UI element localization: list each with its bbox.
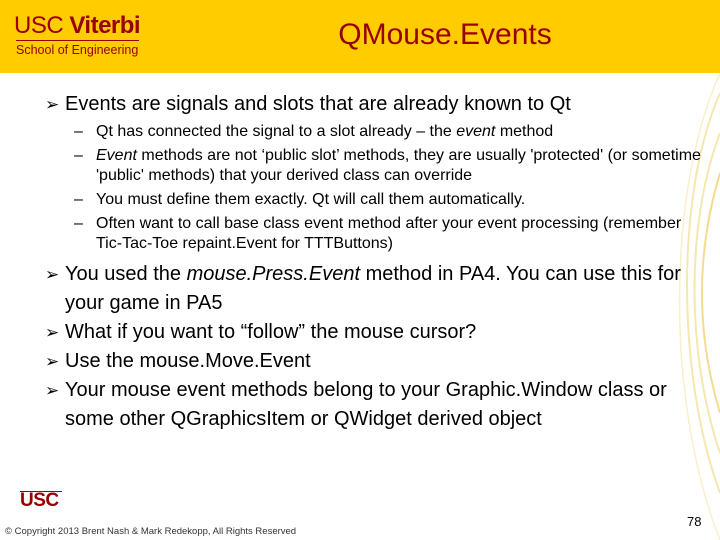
bullet-text: method in PA4. You can use this for your game in PA5: [65, 263, 681, 314]
dash-bullet-icon: –: [74, 123, 83, 140]
dash-bullet-icon: –: [74, 191, 83, 208]
slide-title: QMouse.Events: [338, 18, 552, 51]
usc-viterbi-logo: [14, 12, 144, 62]
bullet-item: [45, 318, 705, 347]
logo-usc-text: USC: [14, 12, 64, 39]
sub-bullet-item: [45, 122, 705, 142]
bullet-item: [45, 260, 705, 318]
bullet-item: [45, 376, 705, 434]
page-number: 78: [687, 514, 702, 529]
sub-bullet-item: [45, 190, 705, 210]
sub-bullet-list: [45, 122, 705, 254]
bullet-text: Your mouse event methods belong to your Graphic.Window class or some other QGraphicsItem or QWidget derived object: [65, 379, 667, 430]
dash-bullet-icon: –: [74, 215, 83, 232]
sub-bullet-text: You must define them exactly. Qt will call them automatically.: [96, 191, 526, 208]
sub-bullet-text: methods are not ‘public slot’ methods, they are usually 'protected' (or sometime 'public' methods) that your derived class can override: [96, 147, 701, 184]
logo-divider: [16, 40, 139, 41]
copyright-text: © Copyright 2013 Brent Nash & Mark Redekopp, All Rights Reserved: [5, 526, 297, 537]
logo-school-text: School of Engineering: [16, 43, 139, 57]
arrow-bullet-icon: ➢: [45, 352, 60, 371]
sub-bullet-text: Often want to call base class event method after your event processing (remember Tic-Tac-Toe repaint.Event for TTTButtons): [96, 215, 682, 252]
bullet-emphasis: mouse.Press.Event: [186, 263, 361, 285]
sub-bullet-item: [45, 214, 705, 254]
header-bar: [0, 0, 720, 73]
logo-viterbi-text: Viterbi: [69, 12, 141, 39]
arrow-bullet-icon: ➢: [45, 323, 60, 342]
bullet-item: [45, 347, 705, 376]
sub-bullet-text: method: [495, 123, 554, 140]
slide-content: [45, 90, 705, 434]
sub-bullet-emphasis: event: [456, 123, 496, 140]
arrow-bullet-icon: ➢: [45, 95, 60, 114]
bullet-item: [45, 90, 705, 119]
bullet-text: You used the: [65, 263, 187, 285]
bullet-text: Events are signals and slots that are already known to Qt: [65, 93, 571, 115]
arrow-bullet-icon: ➢: [45, 381, 60, 400]
sub-bullet-emphasis: Event: [96, 147, 137, 164]
bullet-text: What if you want to “follow” the mouse cursor?: [65, 321, 477, 343]
arrow-bullet-icon: ➢: [45, 265, 60, 284]
sub-bullet-item: [45, 146, 705, 186]
bullet-text: Use the mouse.Move.Event: [65, 350, 311, 372]
footer-usc-logo: USC: [20, 490, 59, 511]
dash-bullet-icon: –: [74, 147, 83, 164]
sub-bullet-text: Qt has connected the signal to a slot already – the: [96, 123, 457, 140]
logo-wordmark: [14, 12, 140, 40]
